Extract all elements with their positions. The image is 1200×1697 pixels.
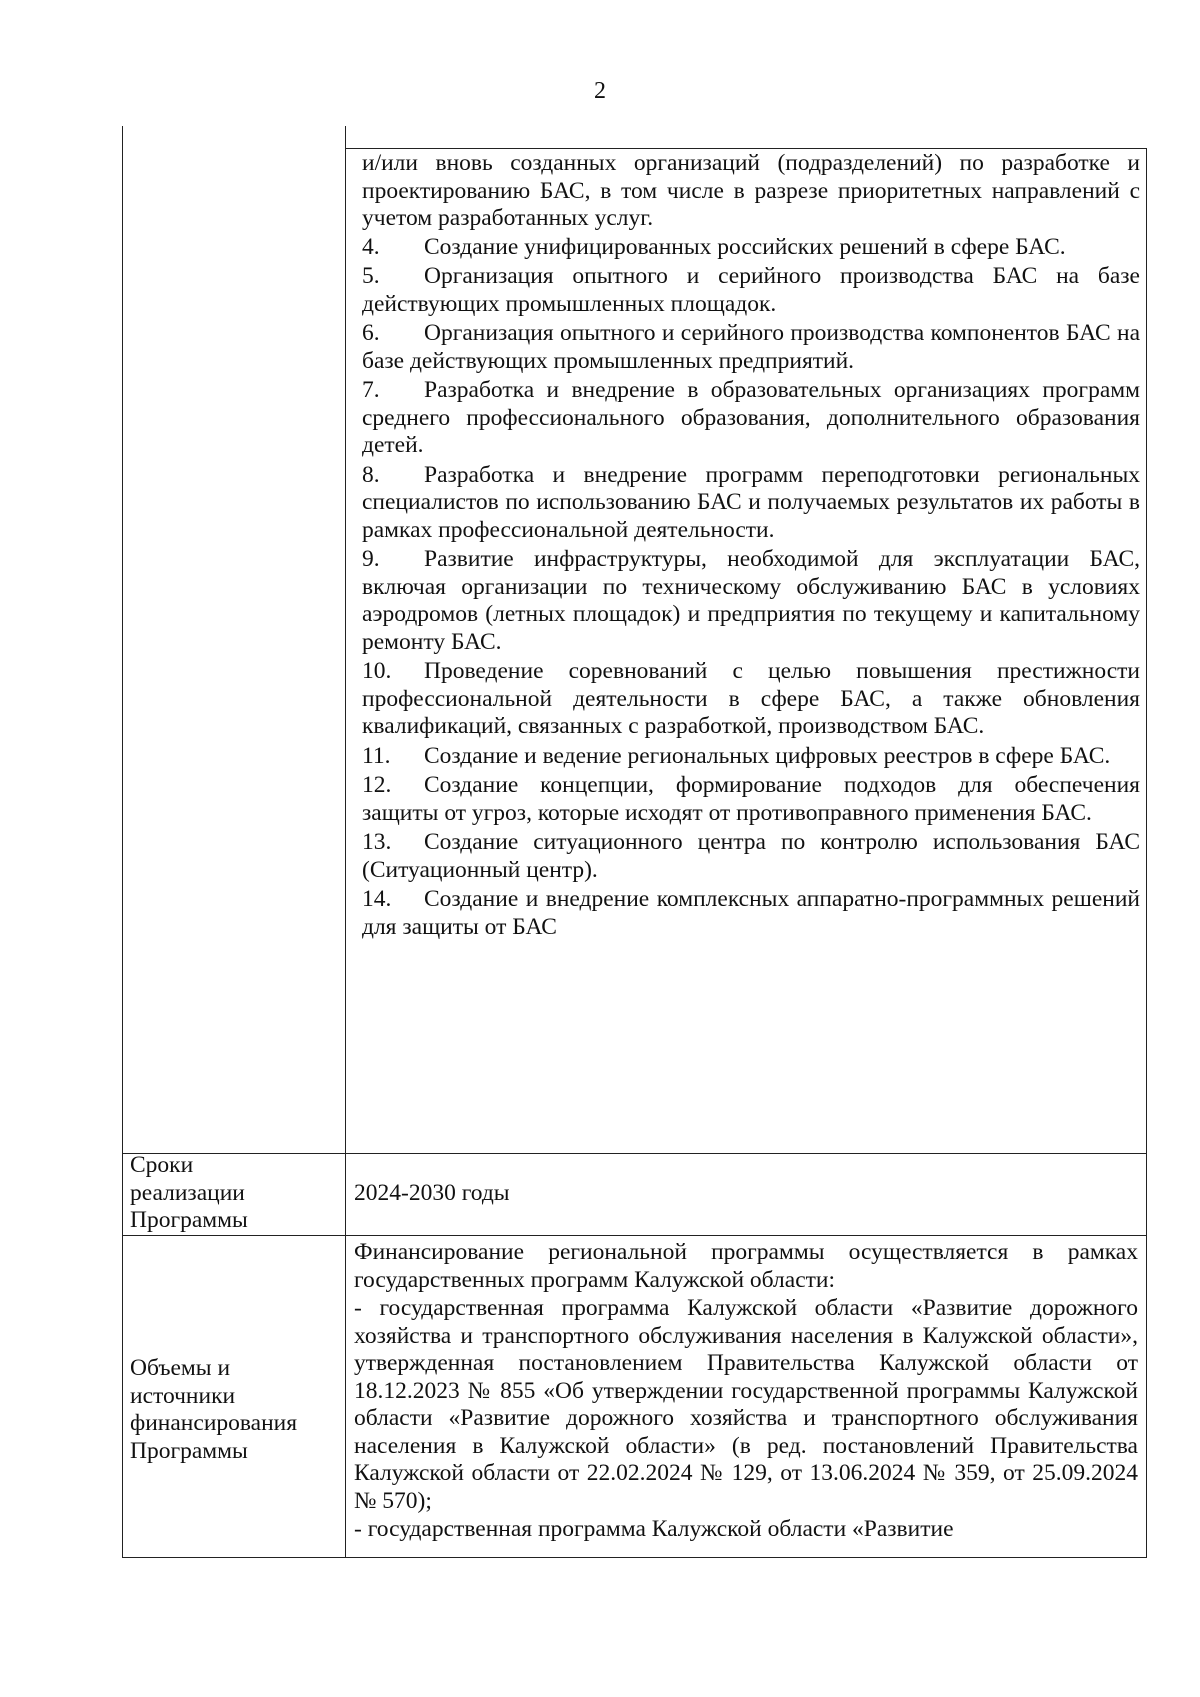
task-text: Создание концепции, формирование подходов для обеспечения защиты от угроз, которые исходят от противоправного применения БАС.: [362, 772, 1140, 826]
task-text: Организация опытного и серийного производства компонентов БАС на базе действующих промышленных предприятий.: [362, 320, 1140, 374]
funding-intro: Финансирование региональной программы осуществляется в рамках государственных программ Калужской области:: [354, 1239, 1138, 1293]
funding-label-line: Программы: [130, 1437, 248, 1464]
task-item-8: [362, 462, 1140, 545]
funding-label: [130, 1355, 340, 1465]
task-number: 7.: [362, 377, 380, 403]
task-item-14: [362, 886, 1140, 941]
task-number: 9.: [362, 546, 380, 572]
page-number: 2: [594, 78, 606, 104]
task-text: Разработка и внедрение программ переподготовки региональных специалистов по использованию БАС и получаемых результатов их работы в рамках профессиональной деятельности.: [362, 461, 1140, 543]
timeline-label-line: Программы: [130, 1207, 248, 1233]
task-item-6: [362, 320, 1140, 375]
task-item-7: [362, 377, 1140, 460]
task-item-11: [362, 743, 1140, 771]
task-number: 12.: [362, 772, 392, 798]
task-number: 13.: [362, 829, 392, 855]
table-bottom-border: [122, 1557, 1146, 1558]
funding-label-line: источники: [130, 1382, 236, 1409]
task-item-13: [362, 829, 1140, 884]
task-number: 10.: [362, 658, 392, 684]
task-number: 4.: [362, 233, 380, 260]
task-item-12: [362, 772, 1140, 827]
task-text: Создание унифицированных российских решений в сфере БАС.: [424, 233, 1066, 260]
task-item-10: [362, 658, 1140, 741]
timeline-label-line: реализации: [130, 1179, 245, 1206]
task-number: 6.: [362, 320, 380, 346]
task-text: Проведение соревнований с целью повышения престижности профессиональной деятельности в сфере БАС, а также обновления квалификаций, связанных с разработкой, производством БАС.: [362, 658, 1140, 739]
task-item-9: [362, 546, 1140, 656]
funding-label-line: Объемы и: [130, 1355, 231, 1381]
row-divider-timeline: [122, 1235, 1146, 1236]
table-left-border: [122, 126, 123, 1558]
timeline-value: 2024-2030 годы: [354, 1180, 510, 1206]
funding-program-1: - государственная программа Калужской области «Развитие дорожного хозяйства и транспортного обслуживания населения в Калужской области», утвержденная постановлением Правительства Калужской области от 18.12.2023 № 855 «Об утверждении государственной программы Калужской области «Развитие дорожного хозяйства и транспортного обслуживания населения в Калужской области» (в ред. постановлений Правительства Калужской области от 22.02.2024 № 129, от 13.06.2024 № 359, от 25.09.2024 № 570);: [354, 1295, 1138, 1514]
task-number: 5.: [362, 263, 380, 289]
task-text: Развитие инфраструктуры, необходимой для эксплуатации БАС, включая организации по техническому обслуживанию БАС в условиях аэродромов (летных площадок) и предприятия по текущему и капитальному ремонту БАС.: [362, 546, 1140, 655]
task-text: Создание ситуационного центра по контролю использования БАС (Ситуационный центр).: [362, 829, 1140, 883]
task-number: 11.: [362, 742, 391, 769]
task-number: 8.: [362, 461, 380, 488]
funding-label-line: финансирования: [130, 1410, 298, 1436]
table-column-divider: [345, 126, 346, 1558]
tasks-intro: и/или вновь созданных организаций (подразделений) по разработке и проектированию БАС, в том числе в разрезе приоритетных направлений с учетом разработанных услуг.: [362, 150, 1140, 231]
task-text: Создание и внедрение комплексных аппаратно-программных решений для защиты от БАС: [362, 886, 1140, 940]
task-item-5: [362, 263, 1140, 318]
task-text: Создание и ведение региональных цифровых реестров в сфере БАС.: [424, 742, 1111, 769]
table-right-border: [1146, 148, 1147, 1558]
funding-program-2: - государственная программа Калужской области «Развитие: [354, 1516, 954, 1542]
task-text: Организация опытного и серийного производства БАС на базе действующих промышленных площадок.: [362, 263, 1140, 317]
table-top-border: [345, 148, 1146, 149]
task-item-4: [362, 234, 1140, 262]
timeline-label: [130, 1152, 340, 1235]
task-text: Разработка и внедрение в образовательных организациях программ среднего профессионального образования, дополнительного образования детей.: [362, 377, 1140, 458]
task-number: 14.: [362, 886, 392, 912]
tasks-cell: [362, 150, 1140, 943]
timeline-label-line: Сроки: [130, 1152, 194, 1178]
funding-cell: [354, 1239, 1138, 1545]
